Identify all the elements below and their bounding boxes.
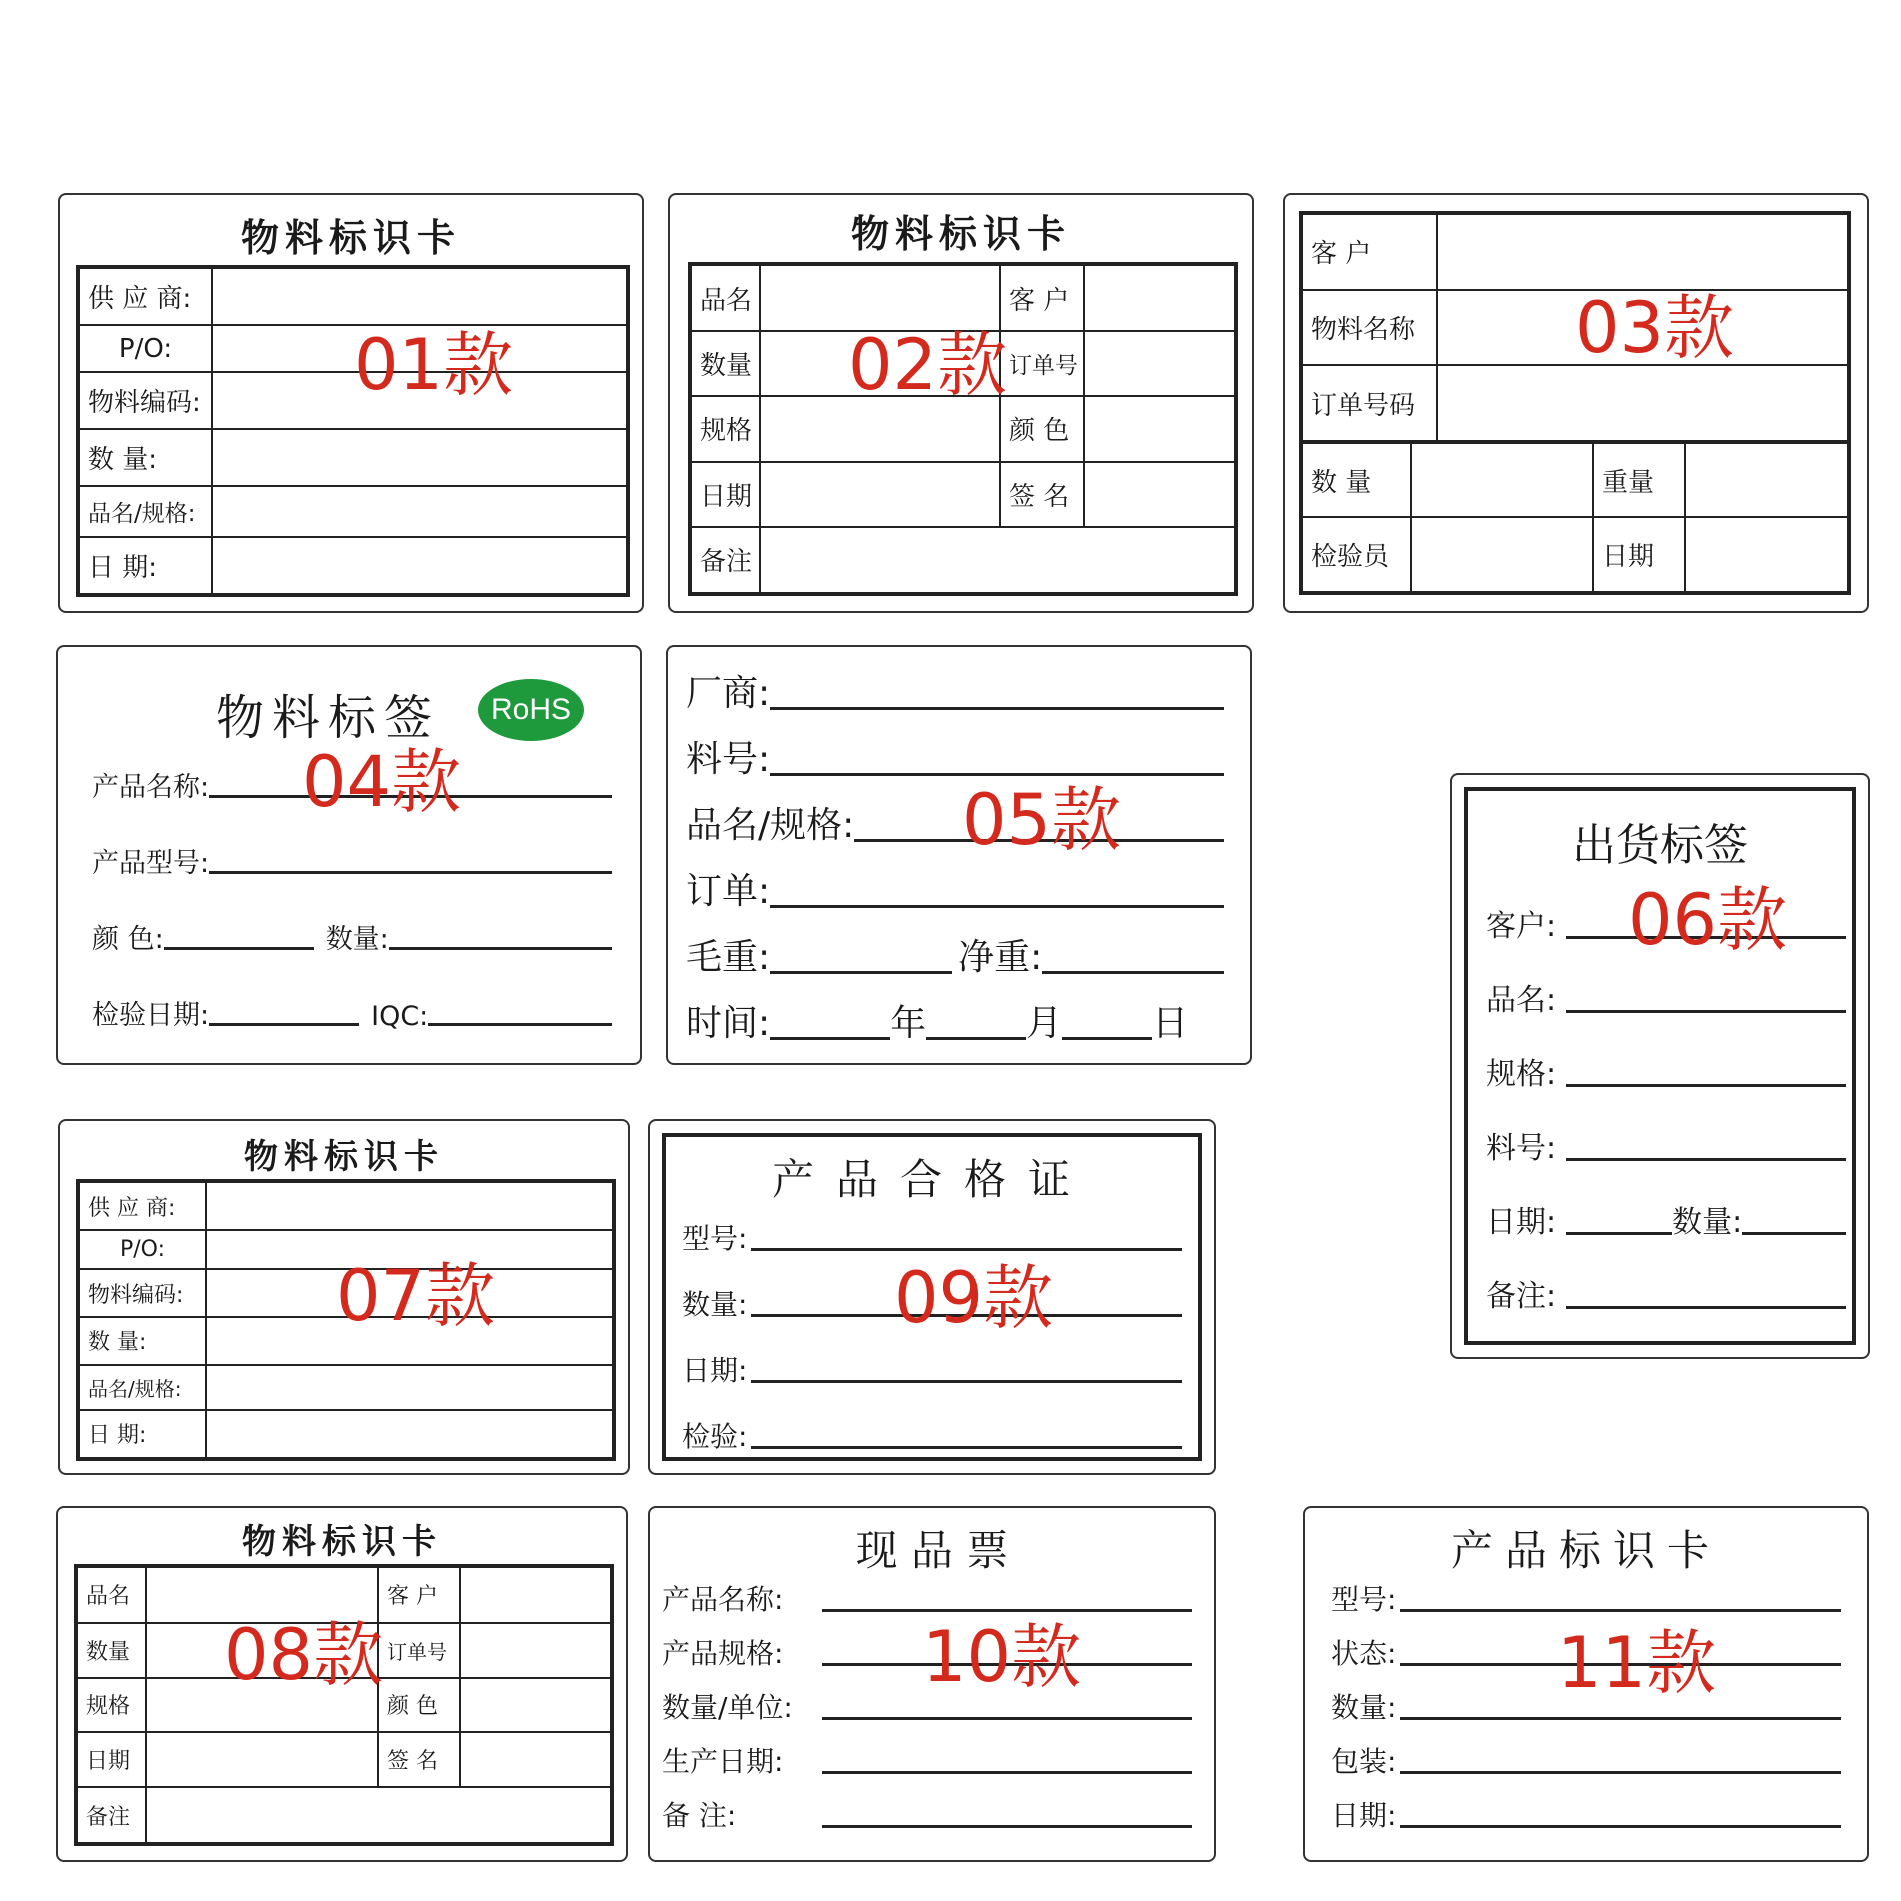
field-quantity[interactable]: 数量: bbox=[1331, 1686, 1841, 1726]
field-label: 颜 色 bbox=[1000, 396, 1084, 461]
style-number-badge: 06款 bbox=[1628, 879, 1788, 961]
card-title: 出货标签 bbox=[1572, 820, 1748, 871]
field-color-quantity[interactable]: 颜 色: 数量: bbox=[92, 917, 612, 956]
field-label: 订单号 bbox=[1000, 331, 1084, 396]
field-product-name[interactable]: 产品名称: bbox=[662, 1578, 1192, 1618]
field-value[interactable] bbox=[206, 1410, 614, 1459]
field-value[interactable] bbox=[1411, 443, 1593, 517]
field-label: 备注 bbox=[76, 1787, 146, 1844]
card-title: 产品标识卡 bbox=[1450, 1526, 1721, 1575]
label-card-11 bbox=[1303, 1506, 1869, 1862]
field-label: 物料编码: bbox=[78, 372, 212, 429]
style-number-badge: 08款 bbox=[224, 1614, 384, 1696]
field-value[interactable] bbox=[760, 462, 1000, 527]
field-value[interactable] bbox=[460, 1566, 612, 1623]
field-label: 日期 bbox=[690, 462, 760, 527]
field-label: 检验员 bbox=[1301, 517, 1411, 593]
field-value[interactable] bbox=[1084, 462, 1236, 527]
style-number-badge: 04款 bbox=[302, 741, 462, 823]
card-title: 物料标识卡 bbox=[850, 211, 1071, 256]
field-label: 数 量: bbox=[78, 429, 212, 486]
field-value[interactable] bbox=[146, 1787, 612, 1844]
field-label: 物料名称 bbox=[1301, 290, 1437, 365]
field-label: 品名 bbox=[690, 264, 760, 331]
style-number-badge: 02款 bbox=[848, 324, 1008, 406]
rohs-badge: RoHS bbox=[478, 679, 584, 741]
card-title: 现 品 票 bbox=[855, 1526, 1009, 1575]
style-number-badge: 11款 bbox=[1557, 1622, 1717, 1704]
field-label: 客 户 bbox=[1000, 264, 1084, 331]
field-model[interactable]: 型号: bbox=[682, 1217, 1182, 1257]
field-value[interactable] bbox=[1411, 517, 1593, 593]
card-title: 产品合格证 bbox=[771, 1155, 1092, 1204]
field-label: 供 应 商: bbox=[78, 267, 212, 325]
field-spec[interactable]: 规格: bbox=[1486, 1049, 1846, 1093]
field-label: 备注 bbox=[690, 527, 760, 594]
field-label: 数量 bbox=[690, 331, 760, 396]
field-value[interactable] bbox=[212, 537, 628, 595]
style-number-badge: 03款 bbox=[1575, 287, 1735, 369]
field-value[interactable] bbox=[1437, 365, 1849, 442]
field-remarks[interactable]: 备注: bbox=[1486, 1271, 1846, 1315]
field-packaging[interactable]: 包装: bbox=[1331, 1740, 1841, 1780]
form-table-bottom bbox=[1299, 442, 1851, 595]
card-title: 物料标识卡 bbox=[244, 1137, 444, 1177]
field-value[interactable] bbox=[460, 1623, 612, 1678]
field-remarks[interactable]: 备 注: bbox=[662, 1794, 1192, 1834]
field-label: 签 名 bbox=[378, 1732, 460, 1787]
field-label: 日 期: bbox=[78, 1410, 206, 1459]
field-label: P/O: bbox=[78, 1230, 206, 1269]
field-part-no[interactable]: 料号: bbox=[1486, 1123, 1846, 1167]
field-value[interactable] bbox=[206, 1181, 614, 1230]
field-product-name[interactable]: 品名: bbox=[1486, 975, 1846, 1019]
field-value[interactable] bbox=[460, 1732, 612, 1787]
field-label: 供 应 商: bbox=[78, 1181, 206, 1230]
field-label: 品名 bbox=[76, 1566, 146, 1623]
field-label: 重量 bbox=[1593, 443, 1685, 517]
field-date[interactable]: 日期: bbox=[1331, 1794, 1841, 1834]
field-model[interactable]: 型号: bbox=[1331, 1578, 1841, 1618]
form-table bbox=[76, 265, 630, 597]
field-value[interactable] bbox=[212, 486, 628, 537]
label-card-10 bbox=[648, 1506, 1216, 1862]
label-card-01 bbox=[58, 193, 644, 613]
style-number-badge: 01款 bbox=[354, 324, 514, 406]
field-value[interactable] bbox=[760, 396, 1000, 461]
field-value[interactable] bbox=[760, 527, 1236, 594]
field-product-name[interactable]: 产品名称: bbox=[92, 765, 612, 804]
field-value[interactable] bbox=[1084, 331, 1236, 396]
label-card-07 bbox=[58, 1119, 630, 1475]
field-status[interactable]: 状态: bbox=[1331, 1632, 1841, 1672]
form-table bbox=[688, 262, 1238, 596]
field-label: 日 期: bbox=[78, 537, 212, 595]
field-label: 数 量 bbox=[1301, 443, 1411, 517]
field-value[interactable] bbox=[1084, 264, 1236, 331]
field-value[interactable] bbox=[146, 1732, 378, 1787]
field-order[interactable]: 订单: bbox=[686, 863, 1224, 914]
field-label: 订单号码 bbox=[1301, 365, 1437, 442]
field-manufacturer[interactable]: 厂商: bbox=[686, 665, 1224, 716]
field-qty-unit[interactable]: 数量/单位: bbox=[662, 1686, 1192, 1726]
field-product-spec[interactable]: 产品规格: bbox=[662, 1632, 1192, 1672]
field-label: 品名/规格: bbox=[78, 1365, 206, 1410]
field-value[interactable] bbox=[460, 1678, 612, 1733]
field-label: 客 户 bbox=[1301, 213, 1437, 290]
field-value[interactable] bbox=[1084, 396, 1236, 461]
label-card-09 bbox=[648, 1119, 1216, 1475]
field-value[interactable] bbox=[212, 429, 628, 486]
field-label: 客 户 bbox=[378, 1566, 460, 1623]
field-label: 颜 色 bbox=[378, 1678, 460, 1733]
label-card-06 bbox=[1450, 773, 1870, 1359]
field-value[interactable] bbox=[212, 267, 628, 325]
field-label: 物料编码: bbox=[78, 1269, 206, 1317]
label-card-04 bbox=[56, 645, 642, 1065]
field-value[interactable] bbox=[1685, 443, 1849, 517]
label-card-03 bbox=[1283, 193, 1869, 613]
style-number-badge: 09款 bbox=[894, 1257, 1054, 1339]
card-title: 物料标识卡 bbox=[242, 1522, 442, 1562]
label-card-08 bbox=[56, 1506, 628, 1862]
field-weights[interactable]: 毛重: 净重: bbox=[686, 929, 1224, 980]
field-customer[interactable]: 客户: bbox=[1486, 901, 1846, 945]
field-label: 签 名 bbox=[1000, 462, 1084, 527]
field-label: 日期 bbox=[76, 1732, 146, 1787]
field-value[interactable] bbox=[760, 264, 1000, 331]
field-inspection[interactable]: 检验: bbox=[682, 1415, 1182, 1455]
field-label: 订单号 bbox=[378, 1623, 460, 1678]
field-quantity[interactable]: 数量: bbox=[682, 1283, 1182, 1323]
style-number-badge: 07款 bbox=[336, 1255, 496, 1337]
form-table bbox=[74, 1564, 614, 1846]
field-label: 规格 bbox=[76, 1678, 146, 1733]
field-label: 数量 bbox=[76, 1623, 146, 1678]
card-title: 物料标识卡 bbox=[240, 215, 461, 260]
field-value[interactable] bbox=[206, 1365, 614, 1410]
field-label: 数 量: bbox=[78, 1317, 206, 1365]
label-card-05 bbox=[666, 645, 1252, 1065]
field-value[interactable] bbox=[1685, 517, 1849, 593]
field-label: 品名/规格: bbox=[78, 486, 212, 537]
style-number-badge: 05款 bbox=[962, 779, 1122, 861]
field-label: 规格 bbox=[690, 396, 760, 461]
field-date-qty[interactable]: 日期: 数量: bbox=[1486, 1197, 1846, 1241]
field-part-no[interactable]: 料号: bbox=[686, 731, 1224, 782]
field-label: P/O: bbox=[78, 325, 212, 372]
field-date[interactable]: 时间: 年 月 日 bbox=[686, 1003, 1189, 1044]
field-value[interactable] bbox=[1437, 213, 1849, 290]
field-name-spec[interactable]: 品名/规格: bbox=[686, 797, 1224, 848]
field-inspection-iqc[interactable]: 检验日期: IQC: bbox=[92, 993, 612, 1032]
field-production-date[interactable]: 生产日期: bbox=[662, 1740, 1192, 1780]
field-label: 日期 bbox=[1593, 517, 1685, 593]
style-number-badge: 10款 bbox=[922, 1616, 1082, 1698]
field-date[interactable]: 日期: bbox=[682, 1349, 1182, 1389]
label-card-02 bbox=[668, 193, 1254, 613]
card-title: 物料标签 bbox=[216, 690, 441, 746]
field-product-model[interactable]: 产品型号: bbox=[92, 841, 612, 880]
